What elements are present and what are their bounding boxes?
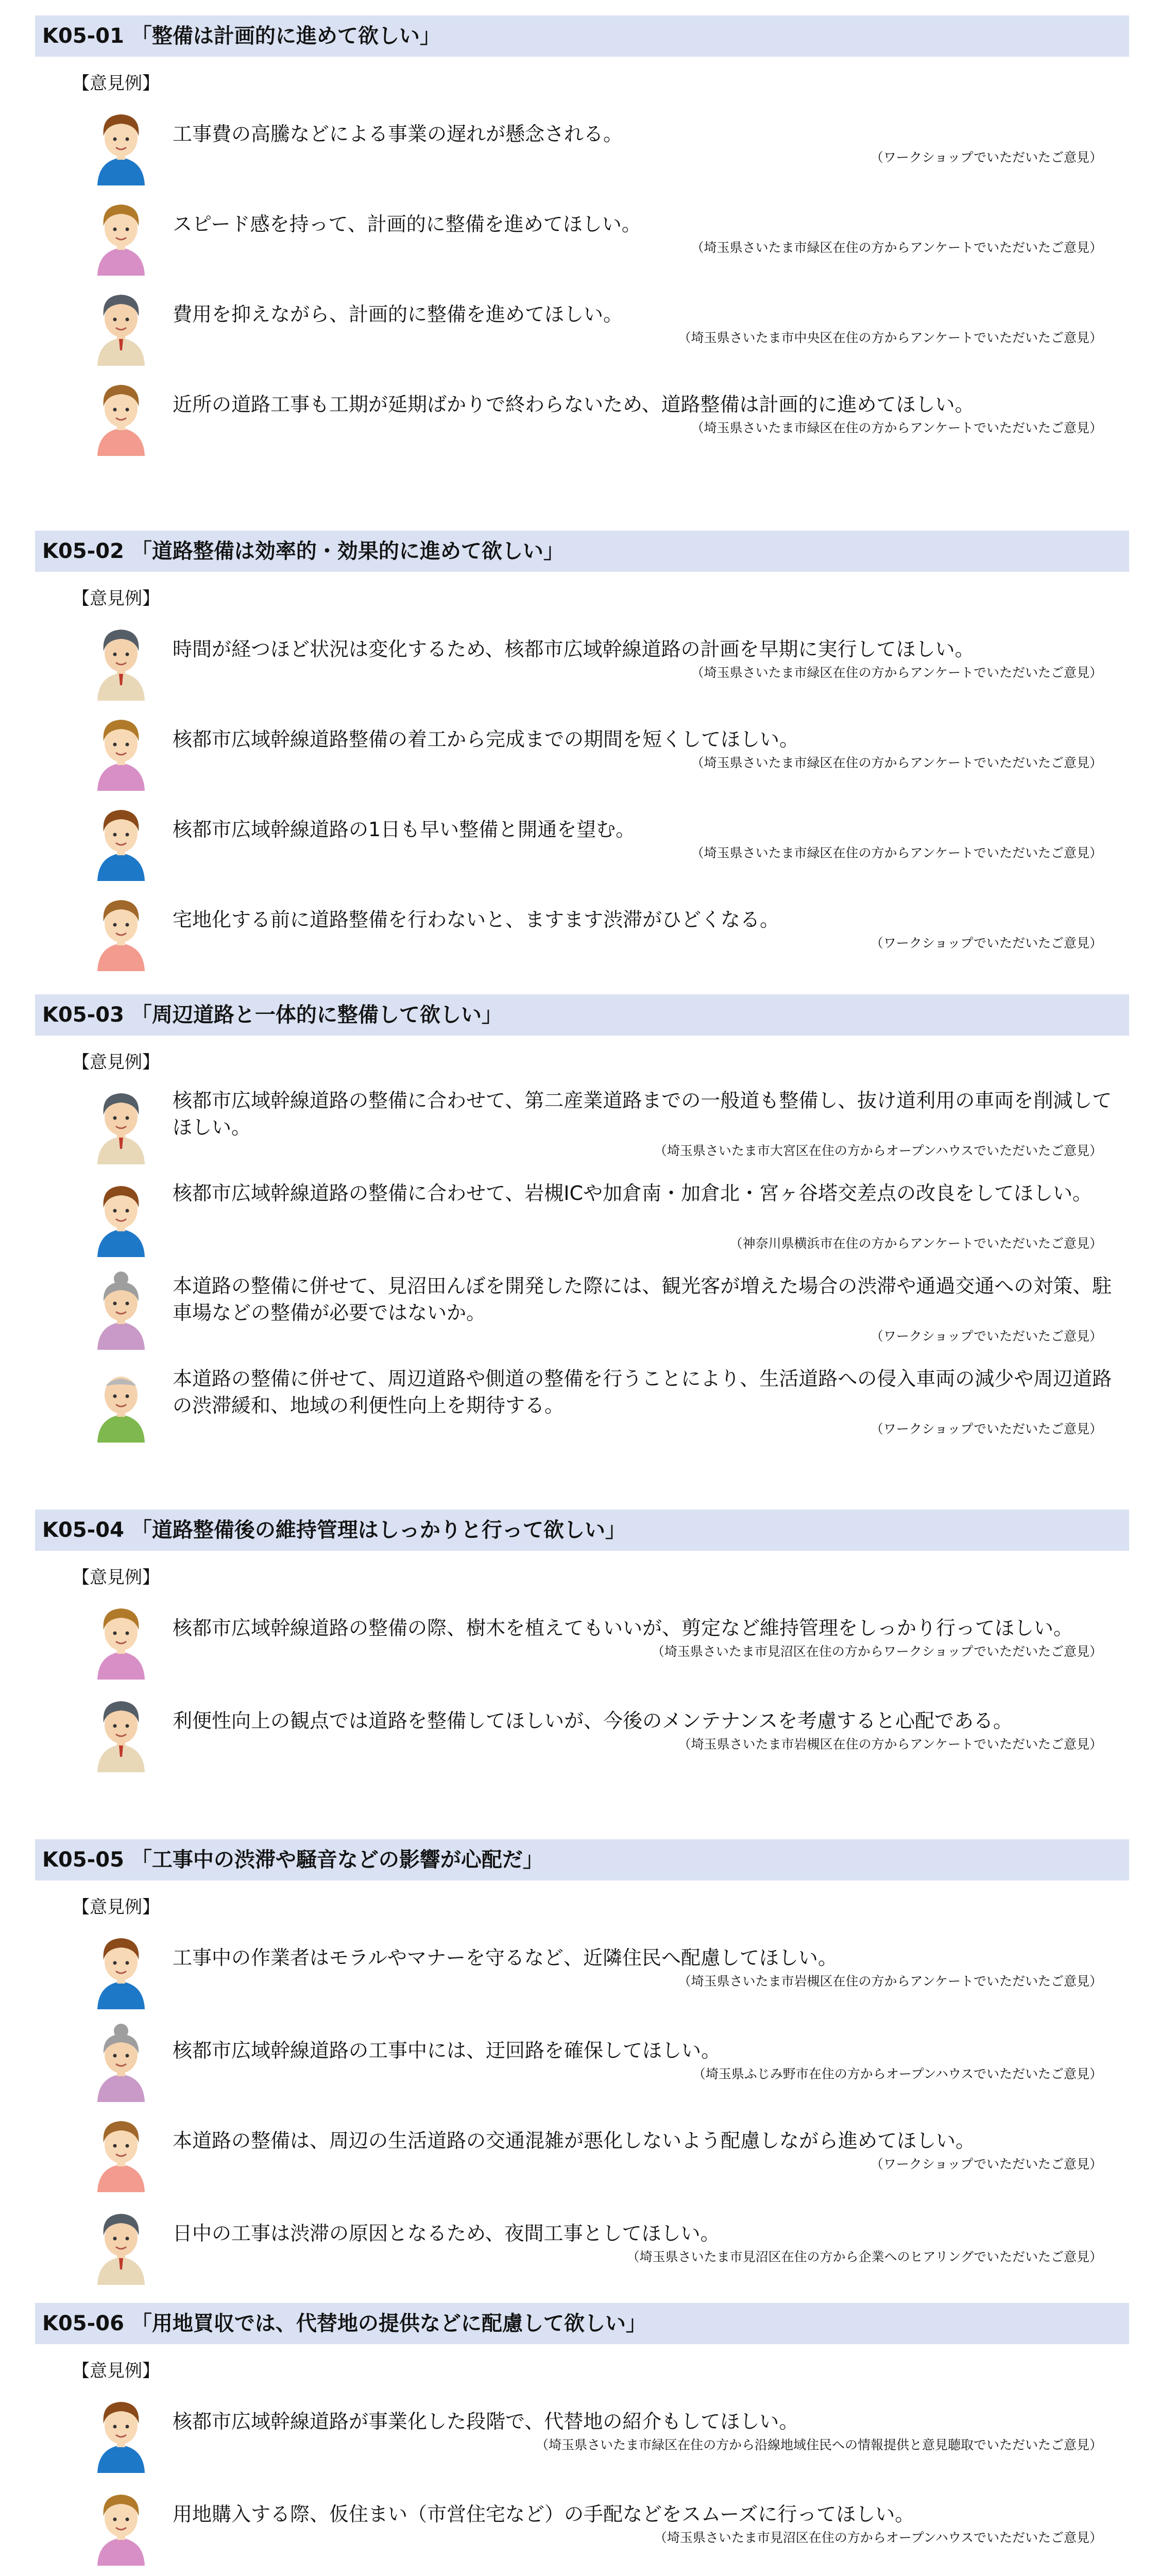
- middle-aged-man-icon: [90, 283, 152, 366]
- comment-text: 核都市広域幹線道路の工事中には、迂回路を確保してほしい。: [173, 2039, 721, 2062]
- woman-icon: [90, 708, 152, 791]
- comment-source: （ワークショップでいただいたご意見）: [870, 150, 1102, 165]
- comment-text: 核都市広域幹線道路整備の着工から完成までの期間を短くしてほしい。: [173, 728, 799, 751]
- comment-source: （埼玉県さいたま市緑区在住の方からアンケートでいただいたご意見）: [691, 845, 1102, 860]
- comment-text: 費用を抑えながら、計画的に整備を進めてほしい。: [173, 303, 623, 326]
- section-header: [35, 15, 1129, 57]
- comment-source: （埼玉県ふじみ野市在住の方からオープンハウスでいただいたご意見）: [692, 2066, 1102, 2081]
- section-heading: K05-01 「整備は計画的に進めて欲しい」: [42, 24, 440, 48]
- comment-source: （埼玉県さいたま市緑区在住の方からアンケートでいただいたご意見）: [691, 755, 1102, 770]
- woman-icon: [90, 193, 152, 276]
- comment-source: （ワークショップでいただいたご意見）: [870, 2157, 1102, 2172]
- young-woman-icon: [90, 374, 152, 456]
- comment-text: 宅地化する前に道路整備を行わないと、ますます渋滞がひどくなる。: [173, 908, 780, 931]
- example-label: 【意見例】: [72, 1567, 160, 1588]
- young-woman-icon: [90, 2110, 152, 2192]
- comment-text: 核都市広域幹線道路の整備に合わせて、第二産業道路までの一般道も整備し、抜け道利用の車両を削減してほしい。: [173, 1089, 1112, 1139]
- section-header: [35, 1839, 1129, 1880]
- comment-source: （埼玉県さいたま市大宮区在住の方からオープンハウスでいただいたご意見）: [654, 1143, 1102, 1158]
- comment-text: 本道路の整備に併せて、見沼田んぼを開発した際には、観光客が増えた場合の渋滞や通過交通への対策、駐車場などの整備が必要ではないか。: [173, 1275, 1112, 1324]
- comment-source: （埼玉県さいたま市緑区在住の方からアンケートでいただいたご意見）: [691, 240, 1102, 255]
- comment-source: （埼玉県さいたま市中央区在住の方からアンケートでいただいたご意見）: [678, 330, 1102, 345]
- example-label: 【意見例】: [72, 73, 160, 94]
- comment-text: スピード感を持って、計画的に整備を進めてほしい。: [173, 213, 641, 235]
- section-heading: K05-03 「周辺道路と一体的に整備して欲しい」: [42, 1003, 502, 1027]
- comment-source: （埼玉県さいたま市見沼区在住の方から企業へのヒアリングでいただいたご意見）: [626, 2249, 1102, 2264]
- section-heading: K05-02 「道路整備は効率的・効果的に進めて欲しい」: [42, 539, 564, 563]
- comment-text: 時間が経つほど状況は変化するため、核都市広域幹線道路の計画を早期に実行してほしい。: [173, 638, 975, 660]
- comment-text: 用地購入する際、仮住まい（市営住宅など）の手配などをスムーズに行ってほしい。: [173, 2503, 915, 2526]
- comment-source: （ワークショップでいただいたご意見）: [870, 1421, 1102, 1436]
- comment-text: 本道路の整備に併せて、周辺道路や側道の整備を行うことにより、生活道路への侵入車両の減少や周辺道路の渋滞緩和、地域の利便性向上を期待する。: [173, 1367, 1112, 1417]
- comment-source: （埼玉県さいたま市緑区在住の方からアンケートでいただいたご意見）: [691, 420, 1102, 435]
- example-label: 【意見例】: [72, 1052, 160, 1073]
- comment-text: 日中の工事は渋滞の原因となるため、夜間工事としてほしい。: [173, 2222, 720, 2245]
- example-label: 【意見例】: [72, 1897, 160, 1918]
- comment-source: （神奈川県横浜市在住の方からアンケートでいただいたご意見）: [729, 1236, 1102, 1251]
- comment-text: 核都市広域幹線道路の整備に合わせて、岩槻ICや加倉南・加倉北・宮ヶ谷塔交差点の改良をしてほしい。: [173, 1182, 1092, 1205]
- young-man-icon: [90, 799, 152, 881]
- comment-text: 工事費の高騰などによる事業の遅れが懸念される。: [173, 123, 623, 145]
- middle-aged-man-icon: [90, 2202, 152, 2285]
- woman-icon: [90, 1597, 152, 1680]
- comment-text: 工事中の作業者はモラルやマナーを守るなど、近隣住民へ配慮してほしい。: [173, 1946, 838, 1969]
- example-label: 【意見例】: [72, 2361, 160, 2381]
- woman-icon: [90, 2483, 152, 2566]
- middle-aged-man-icon: [90, 1690, 152, 1772]
- comment-text: 近所の道路工事も工期が延期ばかりで終わらないため、道路整備は計画的に進めてほしい。: [173, 393, 975, 416]
- elderly-woman-icon: [90, 2020, 152, 2102]
- middle-aged-man-icon: [90, 618, 152, 701]
- young-man-icon: [90, 1175, 152, 1257]
- middle-aged-man-icon: [90, 1082, 152, 1164]
- example-label: 【意見例】: [72, 588, 160, 609]
- comment-source: （ワークショップでいただいたご意見）: [870, 936, 1102, 951]
- section-header: [35, 994, 1129, 1036]
- comment-source: （埼玉県さいたま市見沼区在住の方からオープンハウスでいただいたご意見）: [654, 2530, 1102, 2545]
- comment-text: 核都市広域幹線道路の整備の際、樹木を植えてもいいが、剪定など維持管理をしっかり行ってほしい。: [173, 1617, 1073, 1639]
- comment-source: （埼玉県さいたま市緑区在住の方から沿線地域住民への情報提供と意見聴取でいただいたご意見）: [535, 2437, 1102, 2452]
- comment-source: （埼玉県さいたま市岩槻区在住の方からアンケートでいただいたご意見）: [678, 1974, 1102, 1989]
- comment-source: （埼玉県さいたま市見沼区在住の方からワークショップでいただいたご意見）: [651, 1644, 1102, 1659]
- young-man-icon: [90, 1927, 152, 2009]
- elderly-man-icon: [90, 1360, 152, 1443]
- comment-text: 本道路の整備は、周辺の生活道路の交通混雑が悪化しないよう配慮しながら進めてほしい。: [173, 2129, 976, 2152]
- section-header: [35, 531, 1129, 572]
- woman-icon: [90, 2573, 152, 2576]
- comment-source: （ワークショップでいただいたご意見）: [870, 1329, 1102, 1344]
- comment-source: （埼玉県さいたま市岩槻区在住の方からアンケートでいただいたご意見）: [678, 1737, 1102, 1752]
- comment-text: 利便性向上の観点では道路を整備してほしいが、今後のメンテナンスを考慮すると心配である。: [173, 1709, 1013, 1732]
- section-header: [35, 2303, 1129, 2344]
- section-header: [35, 1510, 1129, 1551]
- young-man-icon: [90, 2391, 152, 2473]
- section-heading: K05-06 「用地買収では、代替地の提供などに配慮して欲しい」: [42, 2312, 646, 2335]
- elderly-woman-icon: [90, 1267, 152, 1350]
- comment-text: 核都市広域幹線道路が事業化した段階で、代替地の紹介もしてほしい。: [173, 2410, 799, 2433]
- section-heading: K05-05 「工事中の渋滞や騒音などの影響が心配だ」: [42, 1848, 543, 1872]
- comment-source: （埼玉県さいたま市緑区在住の方からアンケートでいただいたご意見）: [691, 665, 1102, 680]
- young-woman-icon: [90, 889, 152, 971]
- section-heading: K05-04 「道路整備後の維持管理はしっかりと行って欲しい」: [42, 1518, 626, 1542]
- young-man-icon: [90, 103, 152, 185]
- comment-text: 核都市広域幹線道路の1日も早い整備と開通を望む。: [173, 818, 636, 841]
